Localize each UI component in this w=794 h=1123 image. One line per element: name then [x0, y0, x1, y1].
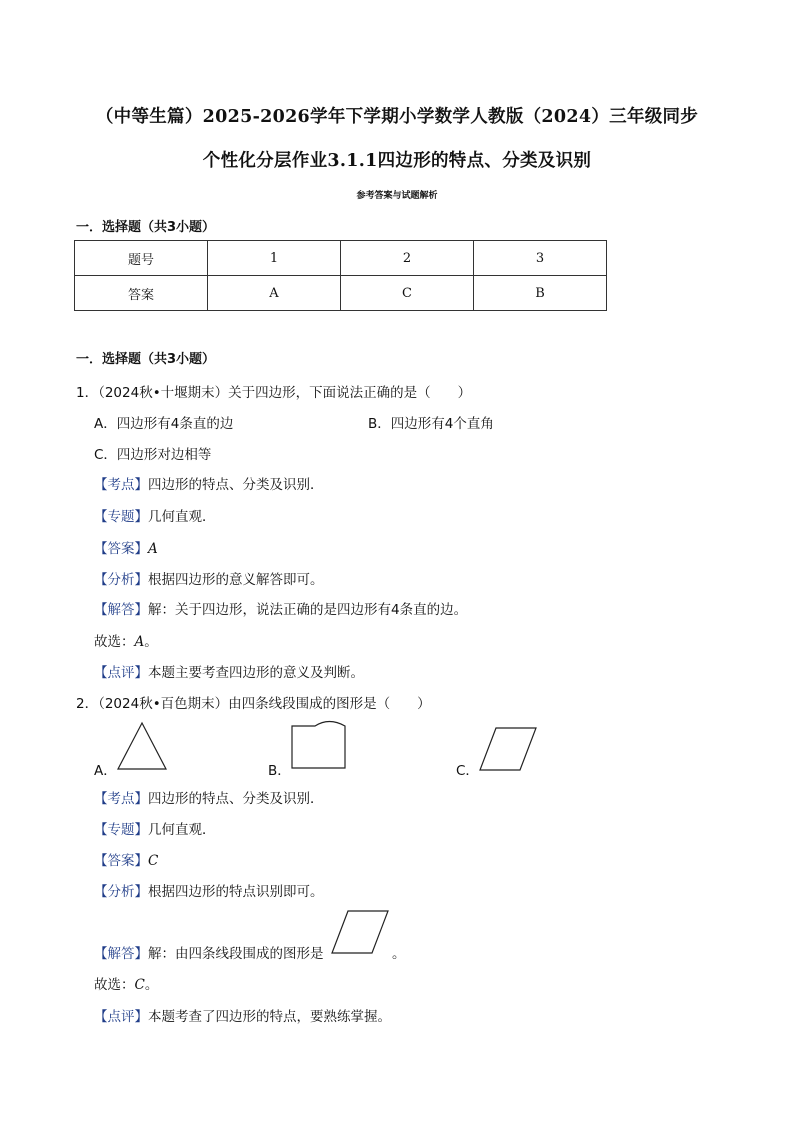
q2-jieda	[94, 942, 324, 962]
tag-label: 【解答】	[94, 602, 148, 618]
table-cell: C	[341, 276, 474, 311]
q1-stem: 1．（2024秋•十堰期末）关于四边形，下面说法正确的是（ ）	[76, 385, 472, 401]
fenxi-text: 根据四边形的特点识别即可。	[148, 884, 324, 900]
q2-daan	[94, 849, 158, 869]
zhuanti-text: 几何直观．	[148, 822, 216, 838]
q1-daan	[94, 537, 158, 557]
tag-label: 【分析】	[94, 884, 148, 900]
kaodian-text: 四边形的特点、分类及识别．	[148, 477, 324, 493]
guxuan-value: C	[134, 977, 145, 993]
doc-title-line1: （中等生篇）2025-2026学年下学期小学数学人教版（2024）三年级同步	[95, 107, 699, 127]
tag-label: 【答案】	[94, 541, 148, 557]
q1-fenxi	[94, 568, 324, 588]
answer-table	[74, 240, 607, 311]
table-cell: B	[474, 276, 607, 311]
q1-jieda	[94, 598, 467, 618]
table-cell: 3	[474, 241, 607, 276]
daan-text: A	[148, 541, 158, 557]
q1-kaodian	[94, 473, 324, 493]
q1-dianping	[94, 661, 364, 681]
q1-zhuanti	[94, 505, 216, 525]
q2-stem: 2．（2024秋•百色期末）由四条线段围成的图形是（ ）	[76, 696, 431, 712]
q1-option-b: B．四边形有4个直角	[368, 416, 494, 432]
q2-jieda-end: 。	[392, 946, 406, 962]
fenxi-text: 根据四边形的意义解答即可。	[148, 572, 324, 588]
q1-option-a: A．四边形有4条直的边	[94, 416, 234, 432]
answer-table-row-answer	[75, 276, 607, 311]
dianping-text: 本题主要考查四边形的意义及判断。	[148, 665, 364, 681]
tag-label: 【解答】	[94, 946, 148, 962]
guxuan-prefix: 故选：	[94, 977, 135, 993]
q2-dianping	[94, 1005, 391, 1025]
tag-label: 【考点】	[94, 791, 148, 807]
table-cell: 2	[341, 241, 474, 276]
tag-label: 【分析】	[94, 572, 148, 588]
guxuan-suffix: 。	[144, 977, 159, 993]
q1-option-c: C．四边形对边相等	[94, 447, 212, 463]
doc-subtitle: 参考答案与试题解析	[356, 191, 438, 201]
q2-option-c: C．	[456, 763, 479, 779]
tag-label: 【专题】	[94, 822, 148, 838]
parallelogram-answer-figure	[330, 909, 392, 955]
q2-zhuanti	[94, 818, 216, 838]
table-cell: 题号	[75, 241, 208, 276]
tag-label: 【点评】	[94, 1009, 148, 1025]
q2-option-a: A．	[94, 763, 117, 779]
q2-fenxi	[94, 880, 324, 900]
kaodian-text: 四边形的特点、分类及识别．	[148, 791, 324, 807]
detail-section-heading: 一．选择题（共3小题）	[76, 352, 216, 367]
tag-label: 【点评】	[94, 665, 148, 681]
answer-table-row-number	[75, 241, 607, 276]
jieda-text: 解：由四条线段围成的图形是	[148, 946, 324, 962]
q1-guxuan	[94, 630, 158, 650]
guxuan-prefix: 故选：	[94, 634, 135, 650]
daan-text: C	[148, 853, 159, 869]
table-cell: A	[208, 276, 341, 311]
q2-option-b: B．	[268, 763, 291, 779]
q2-kaodian	[94, 787, 324, 807]
guxuan-value: A	[134, 634, 145, 650]
table-cell: 1	[208, 241, 341, 276]
curved-side-figure	[289, 720, 349, 772]
triangle-figure	[116, 721, 168, 771]
dianping-text: 本题考查了四边形的特点，要熟练掌握。	[148, 1009, 391, 1025]
answer-section-heading: 一．选择题（共3小题）	[76, 220, 216, 235]
doc-title-line2: 个性化分层作业3.1.1四边形的特点、分类及识别	[202, 151, 592, 171]
table-cell: 答案	[75, 276, 208, 311]
jieda-text: 解：关于四边形，说法正确的是四边形有4条直的边。	[148, 602, 468, 618]
tag-label: 【答案】	[94, 853, 148, 869]
zhuanti-text: 几何直观．	[148, 509, 216, 525]
parallelogram-figure	[478, 726, 540, 772]
guxuan-suffix: 。	[144, 634, 158, 650]
tag-label: 【专题】	[94, 509, 148, 525]
tag-label: 【考点】	[94, 477, 148, 493]
q2-guxuan	[94, 973, 158, 993]
